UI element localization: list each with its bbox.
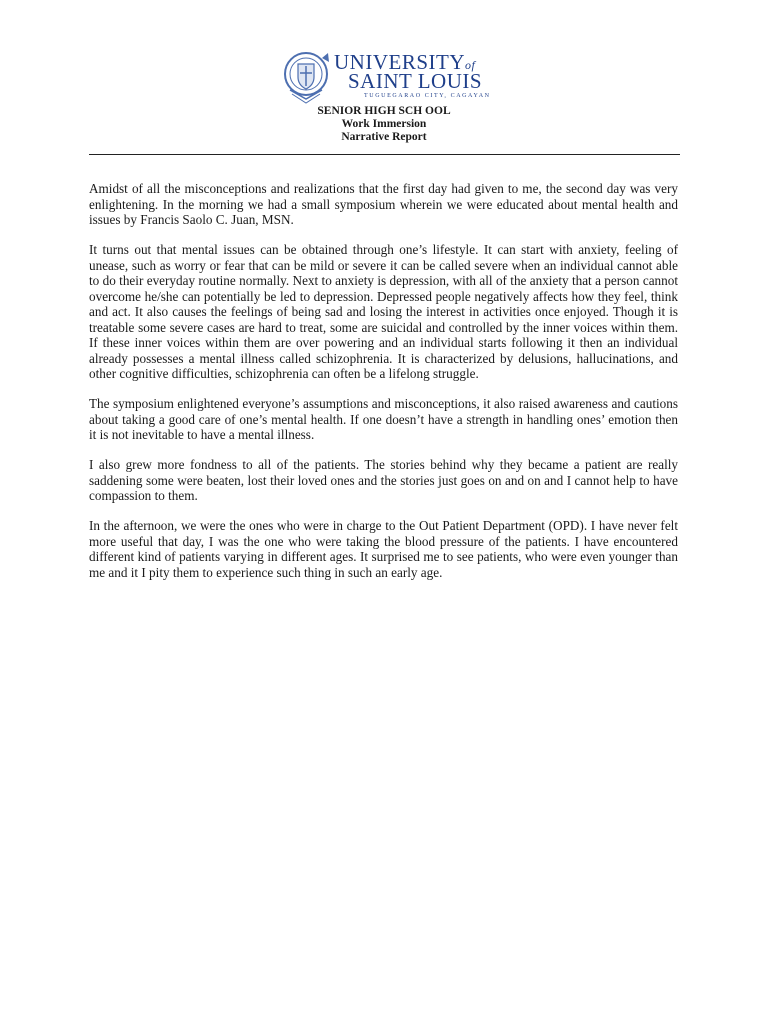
report-header <box>284 105 484 144</box>
paragraph: Amidst of all the misconceptions and realizations that the first day had given to me, the second day was very enlightening. In the morning we had a small symposium wherein we were educated about mental health and issues by Francis Saolo C. Juan, MSN. <box>89 181 678 227</box>
program-title: Work Immersion <box>341 118 427 130</box>
university-name-line2: SAINT LOUIS <box>348 69 483 93</box>
school-title: SENIOR HIGH SCH OOL <box>317 105 451 117</box>
paragraph: It turns out that mental issues can be obtained through one’s lifestyle. It can start with anxiety, feeling of unease, such as worry or fear that can be mild or severe it can be called severe when an individual cannot able to do their everyday routine normally. Next to anxiety is depression, with all of the anxiety that a person cannot overcome he/she can potentially be led to depression. Depressed people negatively affects how they feel, think and act. It also causes the feelings of being sad and losing the interest in activities once enjoyed. Though it is treatable some severe cases are hard to treat, some are suicidal and controlled by the inner voices within them. If these inner voices within them are over powering and an individual starts following it then an individual already possesses a mental illness called schizophrenia. It is characterized by delusions, hallucinations, and other cognitive difficulties, schizophrenia can often be a lifelong struggle. <box>89 242 678 381</box>
report-title: Narrative Report <box>341 131 427 143</box>
paragraph: The symposium enlightened everyone’s assumptions and misconceptions, it also raised awareness and cautions about taking a good care of one’s mental health. If one doesn’t have a strength in handling ones’ emotion then it is not inevitable to have a mental illness. <box>89 396 678 442</box>
university-letterhead <box>282 50 492 108</box>
report-body <box>89 181 678 595</box>
paragraph: In the afternoon, we were the ones who were in charge to the Out Patient Department (OPD). I have never felt more useful that day, I was the one who were taking the blood pressure of the patients. I have encountered different kind of patients varying in different ages. It surprised me to see patients, who were even younger than me and it I pity them to experience such thing in such an early age. <box>89 518 678 580</box>
paragraph: I also grew more fondness to all of the patients. The stories behind why they became a patient are really saddening some were beaten, lost their loved ones and the stories just goes on and on and I cannot help to have compassion to them. <box>89 457 678 503</box>
university-name-line1: UNIVERSITYof <box>334 50 476 74</box>
header-divider <box>89 154 680 155</box>
university-location: TUGUEGARAO CITY, CAGAYAN <box>364 93 491 99</box>
university-seal-icon <box>282 50 334 108</box>
